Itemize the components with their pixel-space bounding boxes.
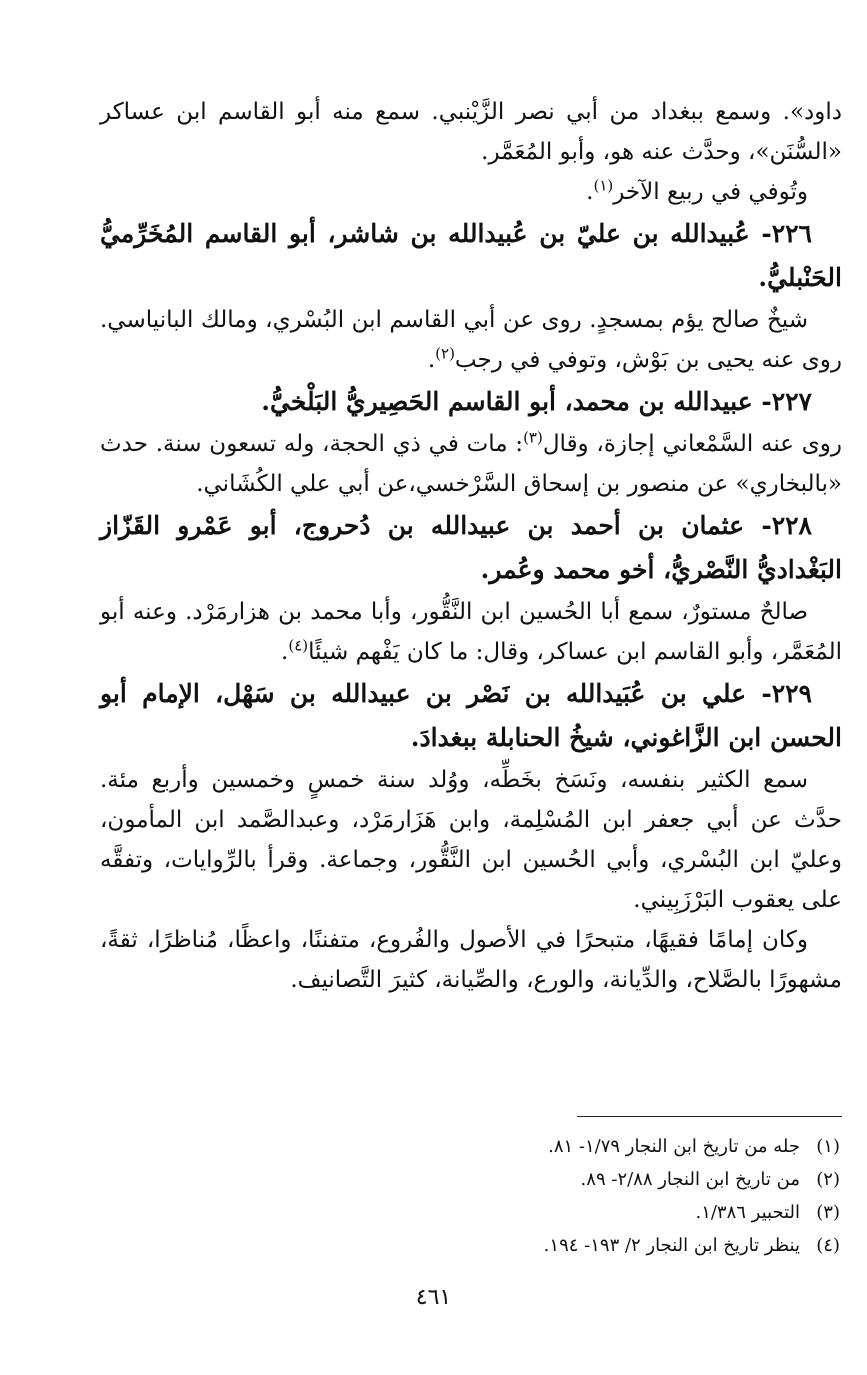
paragraph-text: : مات في ذي الحجة، وله تسعون سنة. حدث «بالبخاري» عن منصور بن إسحاق السَّرْخسي،عن أبي علي الكُشَاني. bbox=[100, 431, 842, 497]
entry-heading-227: ٢٢٧- عبيدالله بن محمد، أبو القاسم الحَصِيريُّ البَلْخيُّ. bbox=[261, 387, 812, 416]
footnote-reference[interactable]: (٢) bbox=[435, 344, 455, 363]
entry-heading-229: ٢٢٩- علي بن عُبَيدالله بن نَصْر بن عبيدالله بن سَهْل، الإمام أبو الحسن ابن الزَّاغوني، شيخُ الحنابلة ببغدادَ. bbox=[100, 679, 842, 752]
footnote-number: (٣) bbox=[816, 1202, 840, 1223]
paragraph-text: صالحٌ مستورٌ، سمع أبا الحُسين ابن النَّقُّور، وأبا محمد بن هزارمَرْد. وعنه أبو المُعَمَّر، وأبو القاسم ابن عساكر، وقال: ما كان يَفْهم شيئًا bbox=[100, 599, 842, 665]
footnote-number: (٤) bbox=[816, 1235, 840, 1256]
paragraph-text: وتُوفي في ربيع الآخر bbox=[613, 179, 808, 205]
footnote-number: (١) bbox=[816, 1136, 840, 1157]
entry-heading-226: ٢٢٦- عُبيدالله بن عليّ بن عُبيدالله بن شاشر، أبو القاسم المُخَرِّميُّ الحَنْبليُّ. bbox=[100, 219, 842, 292]
paragraph-5 bbox=[100, 592, 842, 672]
paragraph-2 bbox=[100, 172, 842, 212]
footnote-text: التحبير ١/٣٨٦. bbox=[695, 1202, 800, 1223]
paragraph-7 bbox=[100, 920, 842, 1000]
paragraph-1 bbox=[100, 92, 842, 172]
footnote-4 bbox=[300, 1229, 840, 1262]
paragraph-text: سمع الكثير بنفسه، ونَسَخ بخَطِّه، ووُلد سنة خمسٍ وخمسين وأربع مئة. حدَّث عن أبي جعفر ابن المُسْلِمة، وابن هَزَارمَرْد، وعبدالصَّمد ابن المأمون، وعليّ ابن البُسْري، وأبي الحُسين ابن النَّقُّور، وجماعة. وقرأ بالرِّوايات، وتفقَّه على يعقوب البَرْزَبِيني. bbox=[100, 767, 842, 913]
paragraph-4 bbox=[100, 424, 842, 504]
paragraph-end: . bbox=[427, 347, 436, 373]
paragraph-text: روى عنه السَّمْعاني إجازة، وقال bbox=[542, 431, 842, 457]
paragraph-text: داود». وسمع ببغداد من أبي نصر الزَّيْنبي. سمع منه أبو القاسم ابن عساكر «السُّنَن»، وحدَّث عنه هو، وأبو المُعَمَّر. bbox=[100, 99, 842, 165]
footnotes bbox=[300, 1130, 840, 1262]
paragraph-end: . bbox=[586, 179, 594, 205]
footnote-2 bbox=[300, 1163, 840, 1196]
paragraph-3 bbox=[100, 300, 842, 380]
footnote-divider bbox=[577, 1116, 842, 1117]
footnote-3 bbox=[300, 1196, 840, 1229]
footnote-reference[interactable]: (٣) bbox=[523, 428, 543, 447]
footnote-1 bbox=[300, 1130, 840, 1163]
paragraph-6 bbox=[100, 760, 842, 920]
footnote-text: ينظر تاريخ ابن النجار ٢/ ١٩٣- ١٩٤. bbox=[543, 1235, 800, 1256]
footnote-number: (٢) bbox=[816, 1169, 840, 1190]
main-text bbox=[100, 92, 842, 1000]
footnote-text: جله من تاريخ ابن النجار ١/٧٩- ٨١. bbox=[548, 1136, 800, 1157]
footnote-reference[interactable]: (١) bbox=[593, 176, 614, 195]
paragraph-text: شيخٌ صالح يؤم بمسجدٍ. روى عن أبي القاسم ابن البُسْري، ومالك البانياسي. روى عنه يحيى بن بَوْش، وتوفي في رجب bbox=[100, 307, 842, 373]
footnote-text: من تاريخ ابن النجار ٢/٨٨- ٨٩. bbox=[580, 1169, 800, 1190]
entry-heading-228: ٢٢٨- عثمان بن أحمد بن عبيدالله بن دُحروج، أبو عَمْرو القَزّاز البَغْداديُّ النَّصْريُّ، أخو محمد وعُمر. bbox=[100, 511, 842, 584]
paragraph-text: وكان إمامًا فقيهًا، متبحرًا في الأصول والفُروع، متفننًا، واعظًا، مُناظرًا، ثقةً، مشهورًا بالصَّلاح، والدِّيانة، والورع، والصِّيانة، كثيرَ التَّصانيف. bbox=[100, 927, 842, 993]
paragraph-end: . bbox=[281, 639, 289, 665]
page-number: ٤٦١ bbox=[415, 1285, 452, 1310]
footnote-reference[interactable]: (٤) bbox=[288, 636, 309, 655]
